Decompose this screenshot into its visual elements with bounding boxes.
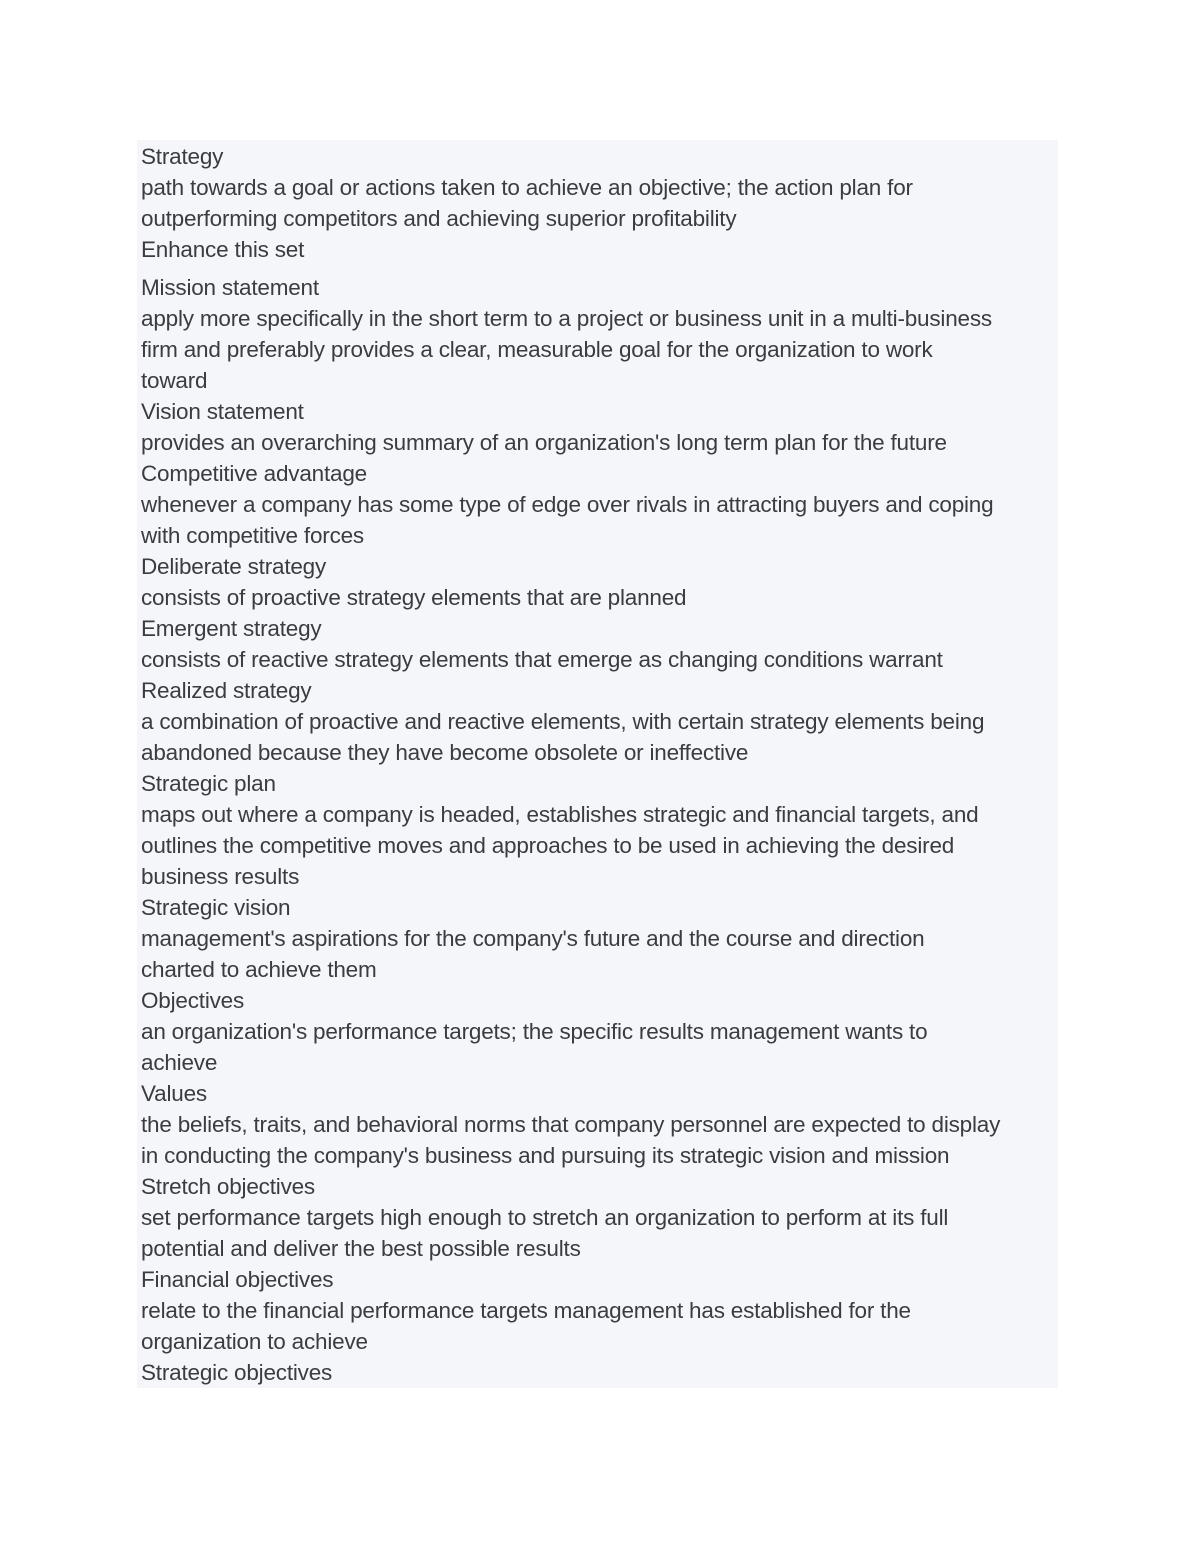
term-strategic-objectives: Strategic objectives (141, 1360, 333, 1385)
definition-line: a combination of proactive and reactive elements, with certain strategy elements being (141, 709, 985, 734)
definition-line: business results (141, 864, 300, 889)
definition-line: apply more specifically in the short term to a project or business unit in a multi-business (141, 306, 992, 331)
definition-line: achieve (141, 1050, 218, 1075)
definition-line: management's aspirations for the company's future and the course and direction (141, 926, 925, 951)
definition-line: in conducting the company's business and pursuing its strategic vision and mission (141, 1143, 950, 1168)
term-realized-strategy: Realized strategy (141, 678, 312, 703)
spacer (141, 265, 1058, 272)
definition-line: potential and deliver the best possible results (141, 1236, 581, 1261)
term-emergent-strategy: Emergent strategy (141, 616, 322, 641)
definition-line: abandoned because they have become obsolete or ineffective (141, 740, 749, 765)
definition-line: outlines the competitive moves and approaches to be used in achieving the desired (141, 833, 955, 858)
term-values: Values (141, 1081, 207, 1106)
term-strategic-vision: Strategic vision (141, 895, 291, 920)
definition-line: charted to achieve them (141, 957, 377, 982)
definition-line: an organization's performance targets; the specific results management wants to (141, 1019, 928, 1044)
definition-line: whenever a company has some type of edge over rivals in attracting buyers and coping (141, 492, 994, 517)
definition-line: set performance targets high enough to stretch an organization to perform at its full (141, 1205, 949, 1230)
definition-line: consists of proactive strategy elements that are planned (141, 585, 687, 610)
definition-line: the beliefs, traits, and behavioral norms that company personnel are expected to display (141, 1112, 1001, 1137)
definition-line: relate to the financial performance targets management has established for the (141, 1298, 911, 1323)
definition-line: path towards a goal or actions taken to achieve an objective; the action plan for (141, 175, 913, 200)
flashcard-text-block (137, 140, 1058, 1388)
term-objectives: Objectives (141, 988, 245, 1013)
definition-line: toward (141, 368, 208, 393)
definition-line: outperforming competitors and achieving superior profitability (141, 206, 737, 231)
term-competitive-advantage: Competitive advantage (141, 461, 367, 486)
definition-line: organization to achieve (141, 1329, 368, 1354)
term-strategic-plan: Strategic plan (141, 771, 276, 796)
definition-line: provides an overarching summary of an organization's long term plan for the future (141, 430, 947, 455)
term-mission-statement: Mission statement (141, 275, 319, 300)
term-vision-statement: Vision statement (141, 399, 304, 424)
definition-line: maps out where a company is headed, establishes strategic and financial targets, and (141, 802, 979, 827)
definition-line: firm and preferably provides a clear, measurable goal for the organization to work (141, 337, 933, 362)
term-strategy: Strategy (141, 144, 224, 169)
term-stretch-objectives: Stretch objectives (141, 1174, 315, 1199)
definition-line: with competitive forces (141, 523, 364, 548)
enhance-set-link[interactable]: Enhance this set (141, 237, 305, 262)
term-deliberate-strategy: Deliberate strategy (141, 554, 327, 579)
term-financial-objectives: Financial objectives (141, 1267, 334, 1292)
definition-line: consists of reactive strategy elements that emerge as changing conditions warrant (141, 647, 943, 672)
